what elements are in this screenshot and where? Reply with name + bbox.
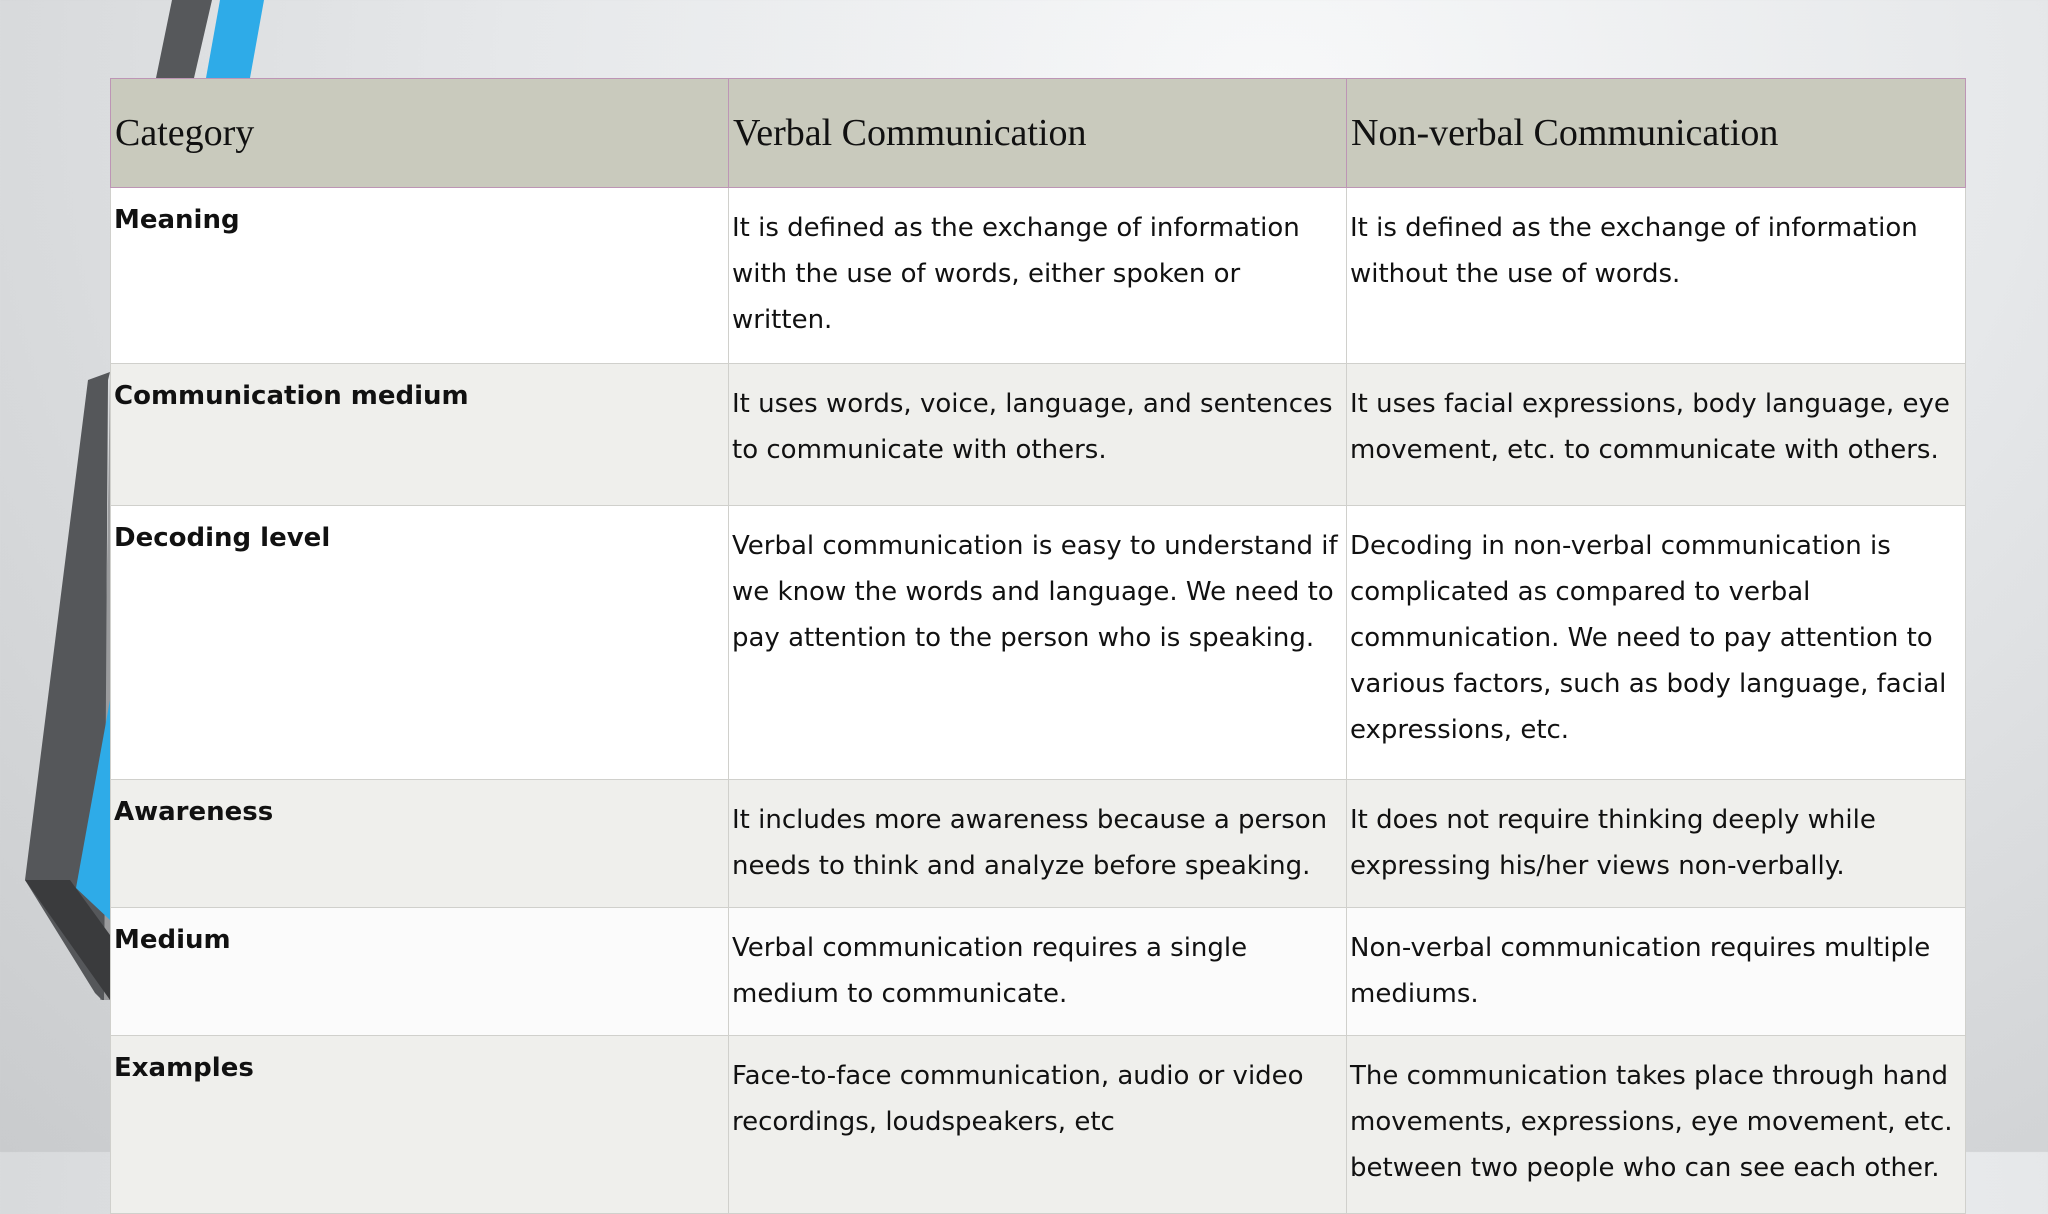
row-category: Examples	[111, 1036, 729, 1214]
top-stripe-blue	[206, 0, 264, 78]
row-nonverbal: The communication takes place through hand movements, expressions, eye movement, etc. between two people who can see each other.	[1347, 1036, 1966, 1214]
table-row	[111, 506, 1966, 780]
row-verbal: It is defined as the exchange of information with the use of words, either spoken or written.	[729, 188, 1347, 364]
row-nonverbal: Non-verbal communication requires multiple mediums.	[1347, 908, 1966, 1036]
row-verbal: Verbal communication requires a single medium to communicate.	[729, 908, 1347, 1036]
table-header-row	[111, 79, 1966, 188]
row-nonverbal: Decoding in non-verbal communication is complicated as compared to verbal communication. We need to pay attention to various factors, such as body language, facial expressions, etc.	[1347, 506, 1966, 780]
table-row	[111, 188, 1966, 364]
row-category: Decoding level	[111, 506, 729, 780]
table-row	[111, 364, 1966, 506]
header-category: Category	[111, 79, 729, 188]
row-verbal: It includes more awareness because a person needs to think and analyze before speaking.	[729, 780, 1347, 908]
row-nonverbal: It does not require thinking deeply while expressing his/her views non-verbally.	[1347, 780, 1966, 908]
comparison-table	[110, 78, 1966, 1214]
row-category: Communication medium	[111, 364, 729, 506]
row-verbal: Face-to-face communication, audio or video recordings, loudspeakers, etc	[729, 1036, 1347, 1214]
row-verbal: It uses words, voice, language, and sentences to communicate with others.	[729, 364, 1347, 506]
header-nonverbal: Non-verbal Communication	[1347, 79, 1966, 188]
row-nonverbal: It is defined as the exchange of information without the use of words.	[1347, 188, 1966, 364]
row-verbal: Verbal communication is easy to understand if we know the words and language. We need to pay attention to the person who is speaking.	[729, 506, 1347, 780]
row-category: Medium	[111, 908, 729, 1036]
row-nonverbal: It uses facial expressions, body language, eye movement, etc. to communicate with others.	[1347, 364, 1966, 506]
table-row	[111, 908, 1966, 1036]
table-row	[111, 1036, 1966, 1214]
row-category: Awareness	[111, 780, 729, 908]
top-stripe-dark	[156, 0, 212, 78]
row-category: Meaning	[111, 188, 729, 364]
header-verbal: Verbal Communication	[729, 79, 1347, 188]
table-row	[111, 780, 1966, 908]
